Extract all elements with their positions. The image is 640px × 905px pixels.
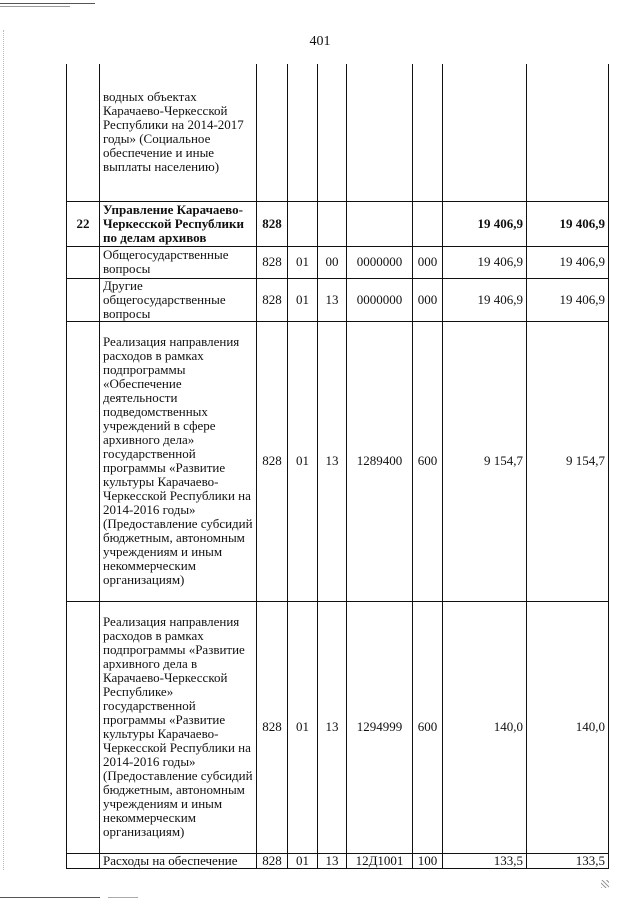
row-number — [67, 246, 100, 278]
amount-year-2: 9 154,7 — [527, 321, 609, 601]
row-name: Управление Карачаево-Черкесской Республики по делам архивов — [100, 201, 257, 246]
razdel-code — [288, 201, 318, 246]
podrazdel-code: 13 — [318, 321, 347, 601]
table-row — [67, 321, 609, 601]
amount-year-2: 19 406,9 — [527, 246, 609, 278]
budget-table — [66, 64, 609, 869]
vedomstvo-code: 828 — [257, 201, 288, 246]
scan-artifact-line — [108, 897, 138, 898]
scan-artifact-line — [0, 897, 100, 898]
table-row — [67, 201, 609, 246]
row-number — [67, 278, 100, 321]
row-name: водных объектах Карачаево-Черкесской Республики на 2014-2017 годы» (Социальное обеспечение и иные выплаты населению) — [100, 64, 257, 201]
row-number — [67, 853, 100, 868]
tselevaya-statya-code: 0000000 — [347, 246, 413, 278]
razdel-code — [288, 64, 318, 201]
podrazdel-code: 13 — [318, 601, 347, 853]
amount-year-1: 19 406,9 — [443, 246, 527, 278]
vid-raskhodov-code: 600 — [413, 321, 443, 601]
tselevaya-statya-code: 1294999 — [347, 601, 413, 853]
amount-year-1: 9 154,7 — [443, 321, 527, 601]
razdel-code: 01 — [288, 278, 318, 321]
tselevaya-statya-code — [347, 201, 413, 246]
amount-year-2: 133,5 — [527, 853, 609, 868]
amount-year-2: 140,0 — [527, 601, 609, 853]
amount-year-2: 19 406,9 — [527, 201, 609, 246]
razdel-code: 01 — [288, 321, 318, 601]
podrazdel-code — [318, 64, 347, 201]
vedomstvo-code: 828 — [257, 853, 288, 868]
scan-artifact-edge — [3, 30, 5, 870]
amount-year-2 — [527, 64, 609, 201]
vid-raskhodov-code — [413, 201, 443, 246]
amount-year-1: 140,0 — [443, 601, 527, 853]
row-name: Общегосударственные вопросы — [100, 246, 257, 278]
vedomstvo-code: 828 — [257, 278, 288, 321]
vedomstvo-code: 828 — [257, 246, 288, 278]
row-number — [67, 321, 100, 601]
scan-artifact-line — [0, 3, 95, 4]
table-row — [67, 601, 609, 853]
amount-year-1: 133,5 — [443, 853, 527, 868]
podrazdel-code: 13 — [318, 853, 347, 868]
row-number — [67, 64, 100, 201]
vid-raskhodov-code: 000 — [413, 246, 443, 278]
vedomstvo-code — [257, 64, 288, 201]
amount-year-1: 19 406,9 — [443, 278, 527, 321]
razdel-code: 01 — [288, 601, 318, 853]
amount-year-2: 19 406,9 — [527, 278, 609, 321]
row-name: Расходы на обеспечение — [100, 853, 257, 868]
table-row — [67, 64, 609, 201]
row-number — [67, 601, 100, 853]
row-number: 22 — [67, 201, 100, 246]
podrazdel-code — [318, 201, 347, 246]
row-name: Реализация направления расходов в рамках подпрограммы «Обеспечение деятельности подведомственных учреждений в сфере архивного дела» государственной программы «Развитие культуры Карачаево-Черкесской Республики на 2014-2016 годы» (Предоставление субсидий бюджетным, автономным учреждениям и иным некоммерческим организациям) — [100, 321, 257, 601]
amount-year-1: 19 406,9 — [443, 201, 527, 246]
row-name: Другие общегосударственные вопросы — [100, 278, 257, 321]
amount-year-1 — [443, 64, 527, 201]
tselevaya-statya-code: 0000000 — [347, 278, 413, 321]
tselevaya-statya-code — [347, 64, 413, 201]
vedomstvo-code: 828 — [257, 601, 288, 853]
table-row — [67, 278, 609, 321]
podrazdel-code: 00 — [318, 246, 347, 278]
razdel-code: 01 — [288, 246, 318, 278]
table-row — [67, 246, 609, 278]
page-number: 401 — [309, 34, 331, 49]
vid-raskhodov-code: 100 — [413, 853, 443, 868]
table-row — [67, 853, 609, 868]
tselevaya-statya-code: 12Д1001 — [347, 853, 413, 868]
scan-artifact-line — [0, 6, 70, 7]
vid-raskhodov-code — [413, 64, 443, 201]
tselevaya-statya-code: 1289400 — [347, 321, 413, 601]
vedomstvo-code: 828 — [257, 321, 288, 601]
scan-artifact-mark — [601, 880, 609, 888]
vid-raskhodov-code: 000 — [413, 278, 443, 321]
row-name: Реализация направления расходов в рамках подпрограммы «Развитие архивного дела в Карачаево-Черкесской Республике» государственной программы «Развитие культуры Карачаево-Черкесской Республики на 2014-2016 годы» (Предоставление субсидий бюджетным, автономным учреждениям и иным некоммерческим организациям) — [100, 601, 257, 853]
table-body — [67, 64, 609, 868]
razdel-code: 01 — [288, 853, 318, 868]
podrazdel-code: 13 — [318, 278, 347, 321]
vid-raskhodov-code: 600 — [413, 601, 443, 853]
